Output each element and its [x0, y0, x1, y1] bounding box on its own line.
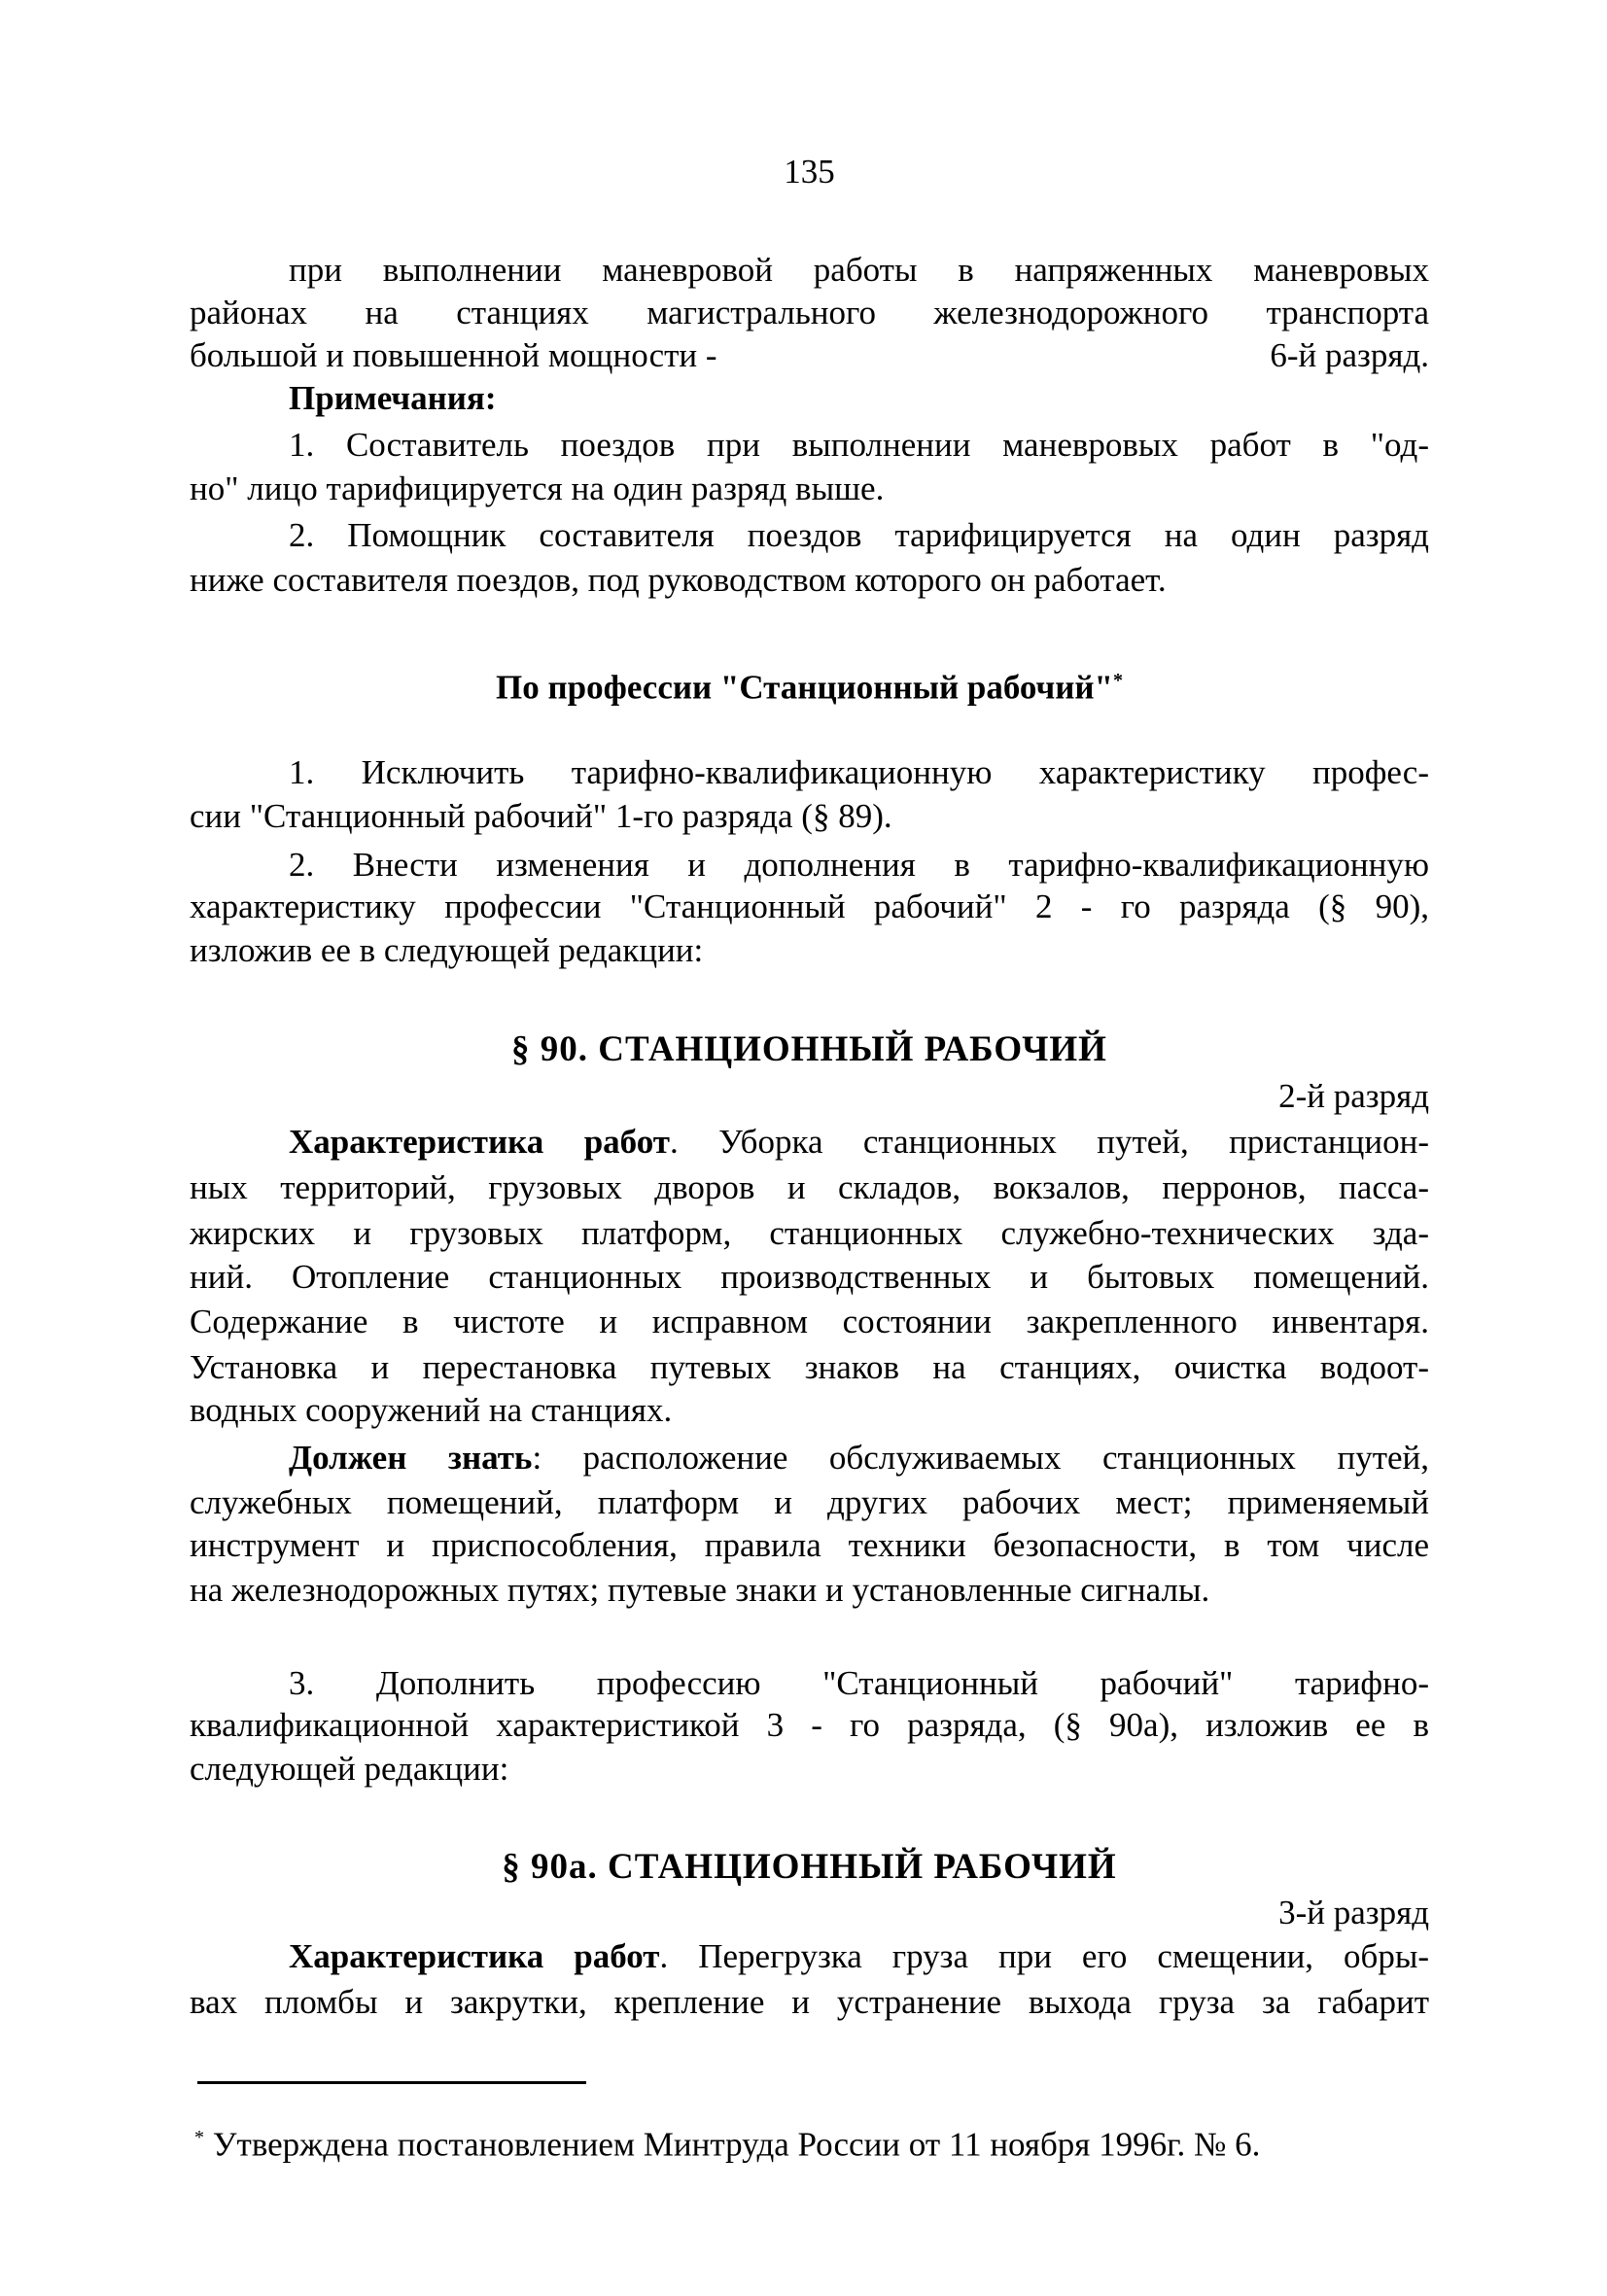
- text-line: ных территорий, грузовых дворов и складов, вокзалов, перронов, пасса-: [190, 1168, 1429, 1206]
- text-line: районах на станциях магистрального железнодорожного транспорта: [190, 294, 1429, 331]
- text-line: вах пломбы и закрутки, крепление и устранение выхода груза за габарит: [190, 1983, 1429, 2021]
- text-line: водных сооружений на станциях.: [190, 1391, 673, 1429]
- paragraph-90a-title: § 90а. СТАНЦИОННЫЙ РАБОЧИЙ: [502, 1847, 1117, 1887]
- text-span: : расположение обслуживаемых станционных путей,: [532, 1439, 1429, 1477]
- text-line-start: большой и повышенной мощности -: [190, 336, 717, 374]
- text-span: . Уборка станционных путей, пристанцион-: [669, 1123, 1429, 1161]
- footnote-text: Утверждена постановлением Минтруда России от 11 ноября 1996г. № 6.: [212, 2125, 1261, 2164]
- text-line: изложив ее в следующей редакции:: [190, 931, 704, 969]
- note-line: 2. Помощник составителя поездов тарифицируется на один разряд: [289, 516, 1429, 554]
- text-line: [289, 1437, 1429, 1479]
- footnote-mark: *: [194, 2127, 204, 2148]
- text-line: 2. Внести изменения и дополнения в тарифно-квалификационную: [289, 846, 1429, 884]
- note-line: но" лицо тарифицируется на один разряд выше.: [190, 470, 885, 507]
- text-line: 3. Дополнить профессию "Станционный рабочий" тарифно-: [289, 1664, 1429, 1702]
- text-line: служебных помещений, платформ и других рабочих мест; применяемый: [190, 1483, 1429, 1521]
- characteristic-label: Характеристика работ: [289, 1123, 670, 1161]
- text-line: квалификационной характеристикой 3 - го разряда, (§ 90а), изложив ее в: [190, 1706, 1429, 1744]
- text-line: следующей редакции:: [190, 1750, 509, 1788]
- text-span: . Перегрузка груза при его смещении, обры-: [659, 1937, 1429, 1975]
- page-number: 135: [784, 153, 835, 191]
- text-line: характеристику профессии "Станционный рабочий" 2 - го разряда (§ 90),: [190, 887, 1429, 925]
- section-title-text: По профессии "Станционный рабочий": [496, 668, 1113, 707]
- text-line: [289, 1121, 1429, 1164]
- note-line: ниже составителя поездов, под руководством которого он работает.: [190, 561, 1167, 599]
- notes-title: Примечания:: [289, 379, 497, 417]
- text-line: [190, 334, 1429, 377]
- must-know-label: Должен знать: [289, 1439, 533, 1477]
- text-line: при выполнении маневровой работы в напряженных маневровых: [289, 251, 1429, 289]
- characteristic-label: Характеристика работ: [289, 1937, 660, 1975]
- text-line: сии "Станционный рабочий" 1-го разряда (§ 89).: [190, 797, 892, 835]
- text-line: жирских и грузовых платформ, станционных служебно-технических зда-: [190, 1214, 1429, 1252]
- paragraph-90-title: § 90. СТАНЦИОННЫЙ РАБОЧИЙ: [511, 1029, 1107, 1069]
- note-line: 1. Составитель поездов при выполнении маневровых работ в "од-: [289, 426, 1429, 464]
- footnote: [194, 2116, 1434, 2164]
- text-line: 1. Исключить тарифно-квалификационную характеристику профес-: [289, 753, 1429, 791]
- text-line: ний. Отопление станционных производственных и бытовых помещений.: [190, 1258, 1429, 1296]
- text-line: на железнодорожных путях; путевые знаки и установленные сигналы.: [190, 1571, 1210, 1609]
- text-line: инструмент и приспособления, правила техники безопасности, в том числе: [190, 1526, 1429, 1564]
- section-title: [190, 659, 1429, 707]
- text-line: Установка и перестановка путевых знаков на станциях, очистка водоот-: [190, 1348, 1429, 1386]
- rank-label: 3-й разряд: [1278, 1894, 1429, 1931]
- rank-label: 6-й разряд.: [1270, 336, 1429, 374]
- text-line: Содержание в чистоте и исправном состоянии закрепленного инвентаря.: [190, 1303, 1429, 1340]
- rank-label: 2-й разряд: [1278, 1077, 1429, 1115]
- footnote-divider: [197, 2081, 586, 2084]
- footnote-mark: *: [1112, 670, 1123, 691]
- text-line: [289, 1935, 1429, 1978]
